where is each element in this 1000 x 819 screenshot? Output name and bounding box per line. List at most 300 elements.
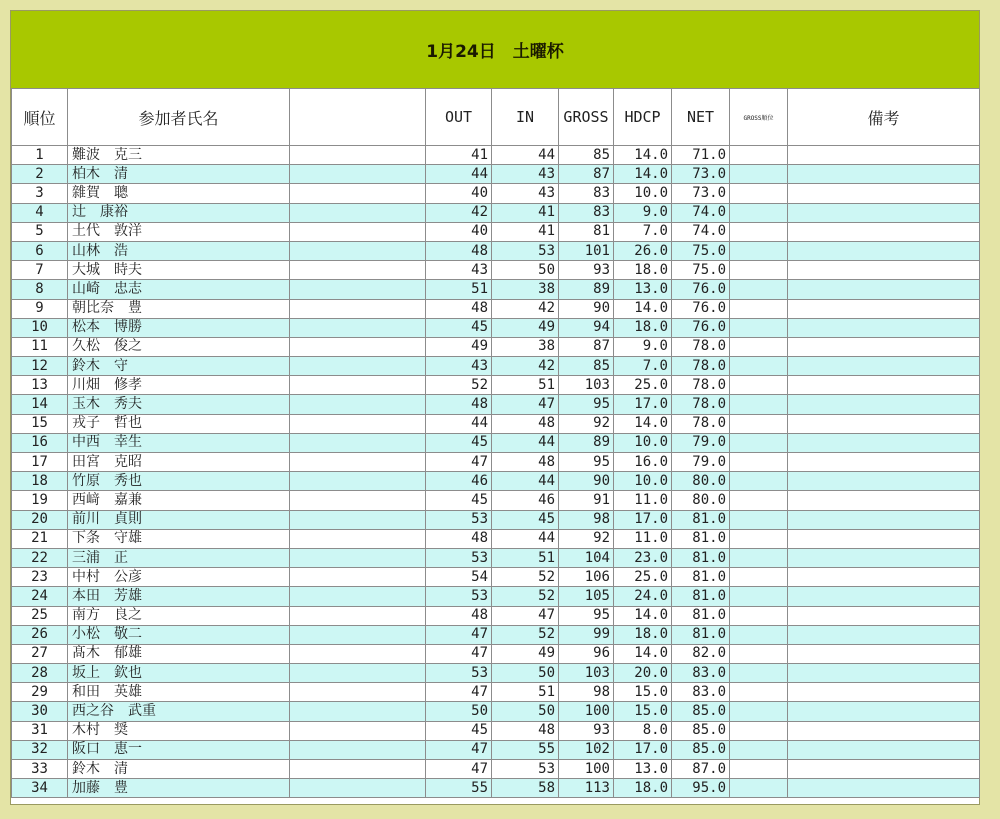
header-hdcp: HDCP <box>614 89 672 146</box>
cell-spacer <box>290 779 426 798</box>
cell-gross-rank <box>730 760 788 779</box>
cell-rank: 7 <box>12 261 68 280</box>
cell-name: 玉木 秀夫 <box>68 395 290 414</box>
cell-spacer <box>290 606 426 625</box>
cell-gross-rank <box>730 644 788 663</box>
cell-out: 55 <box>426 779 492 798</box>
cell-rank: 26 <box>12 625 68 644</box>
cell-hdcp: 14.0 <box>614 299 672 318</box>
cell-rank: 18 <box>12 472 68 491</box>
score-sheet <box>10 10 980 805</box>
cell-out: 45 <box>426 721 492 740</box>
cell-name: 山林 浩 <box>68 241 290 260</box>
cell-rank: 23 <box>12 568 68 587</box>
cell-net: 95.0 <box>672 779 730 798</box>
cell-name: 柏木 清 <box>68 165 290 184</box>
cell-spacer <box>290 299 426 318</box>
cell-name: 前川 貞則 <box>68 510 290 529</box>
cell-notes <box>788 433 980 452</box>
cell-rank: 6 <box>12 241 68 260</box>
table-row <box>12 241 980 260</box>
cell-spacer <box>290 203 426 222</box>
cell-rank: 11 <box>12 337 68 356</box>
cell-in: 55 <box>492 740 559 759</box>
cell-gross-rank <box>730 337 788 356</box>
cell-net: 76.0 <box>672 318 730 337</box>
cell-rank: 10 <box>12 318 68 337</box>
cell-hdcp: 18.0 <box>614 318 672 337</box>
cell-out: 43 <box>426 357 492 376</box>
cell-gross-rank <box>730 491 788 510</box>
cell-rank: 21 <box>12 529 68 548</box>
cell-gross-rank <box>730 548 788 567</box>
cell-out: 44 <box>426 414 492 433</box>
cell-net: 78.0 <box>672 357 730 376</box>
cell-gross: 113 <box>559 779 614 798</box>
cell-net: 80.0 <box>672 472 730 491</box>
cell-gross-rank <box>730 318 788 337</box>
cell-name: 土代 敦洋 <box>68 222 290 241</box>
cell-notes <box>788 318 980 337</box>
cell-name: 川畑 修孝 <box>68 376 290 395</box>
cell-in: 52 <box>492 587 559 606</box>
cell-notes <box>788 222 980 241</box>
cell-gross-rank <box>730 529 788 548</box>
cell-notes <box>788 683 980 702</box>
cell-gross: 81 <box>559 222 614 241</box>
cell-gross: 96 <box>559 644 614 663</box>
cell-gross: 83 <box>559 184 614 203</box>
cell-hdcp: 9.0 <box>614 337 672 356</box>
cell-name: 鈴木 守 <box>68 357 290 376</box>
cell-name: 難波 克三 <box>68 146 290 165</box>
cell-notes <box>788 395 980 414</box>
cell-hdcp: 9.0 <box>614 203 672 222</box>
cell-gross: 99 <box>559 625 614 644</box>
cell-rank: 24 <box>12 587 68 606</box>
cell-hdcp: 10.0 <box>614 433 672 452</box>
cell-gross: 95 <box>559 606 614 625</box>
cell-net: 75.0 <box>672 241 730 260</box>
table-row <box>12 625 980 644</box>
cell-name: 下条 守雄 <box>68 529 290 548</box>
cell-net: 81.0 <box>672 625 730 644</box>
cell-gross-rank <box>730 222 788 241</box>
cell-notes <box>788 453 980 472</box>
cell-out: 40 <box>426 184 492 203</box>
cell-net: 85.0 <box>672 740 730 759</box>
cell-net: 78.0 <box>672 337 730 356</box>
cell-spacer <box>290 165 426 184</box>
cell-gross: 85 <box>559 146 614 165</box>
cell-hdcp: 18.0 <box>614 625 672 644</box>
cell-out: 47 <box>426 625 492 644</box>
page-title: 1月24日 土曜杯 <box>11 11 979 88</box>
table-row <box>12 146 980 165</box>
cell-name: 西之谷 武重 <box>68 702 290 721</box>
cell-rank: 16 <box>12 433 68 452</box>
cell-gross-rank <box>730 280 788 299</box>
table-row <box>12 433 980 452</box>
cell-notes <box>788 760 980 779</box>
cell-name: 南方 良之 <box>68 606 290 625</box>
cell-notes <box>788 241 980 260</box>
cell-notes <box>788 261 980 280</box>
cell-notes <box>788 357 980 376</box>
cell-gross: 91 <box>559 491 614 510</box>
cell-notes <box>788 606 980 625</box>
cell-net: 79.0 <box>672 453 730 472</box>
cell-notes <box>788 165 980 184</box>
header-gross: GROSS <box>559 89 614 146</box>
cell-in: 49 <box>492 644 559 663</box>
table-row <box>12 376 980 395</box>
cell-hdcp: 17.0 <box>614 510 672 529</box>
cell-in: 41 <box>492 203 559 222</box>
cell-name: 小松 敬二 <box>68 625 290 644</box>
cell-in: 50 <box>492 664 559 683</box>
cell-out: 48 <box>426 606 492 625</box>
cell-rank: 29 <box>12 683 68 702</box>
cell-net: 74.0 <box>672 203 730 222</box>
header-notes: 備考 <box>788 89 980 146</box>
cell-hdcp: 18.0 <box>614 261 672 280</box>
cell-gross: 104 <box>559 548 614 567</box>
cell-gross-rank <box>730 395 788 414</box>
cell-hdcp: 11.0 <box>614 491 672 510</box>
table-row <box>12 222 980 241</box>
cell-out: 51 <box>426 280 492 299</box>
cell-rank: 5 <box>12 222 68 241</box>
cell-notes <box>788 625 980 644</box>
cell-notes <box>788 664 980 683</box>
cell-hdcp: 15.0 <box>614 702 672 721</box>
cell-gross-rank <box>730 165 788 184</box>
cell-net: 75.0 <box>672 261 730 280</box>
cell-spacer <box>290 510 426 529</box>
cell-spacer <box>290 318 426 337</box>
cell-gross-rank <box>730 299 788 318</box>
cell-in: 44 <box>492 472 559 491</box>
header-name: 参加者氏名 <box>68 89 290 146</box>
cell-gross: 85 <box>559 357 614 376</box>
cell-notes <box>788 184 980 203</box>
cell-hdcp: 14.0 <box>614 644 672 663</box>
cell-notes <box>788 740 980 759</box>
cell-hdcp: 20.0 <box>614 664 672 683</box>
header-spacer <box>290 89 426 146</box>
table-row <box>12 299 980 318</box>
cell-gross: 87 <box>559 337 614 356</box>
cell-spacer <box>290 587 426 606</box>
cell-notes <box>788 146 980 165</box>
results-table <box>11 88 980 798</box>
cell-gross: 103 <box>559 664 614 683</box>
cell-in: 50 <box>492 702 559 721</box>
cell-hdcp: 17.0 <box>614 395 672 414</box>
cell-net: 73.0 <box>672 184 730 203</box>
cell-net: 81.0 <box>672 548 730 567</box>
table-row <box>12 664 980 683</box>
cell-hdcp: 18.0 <box>614 779 672 798</box>
cell-net: 71.0 <box>672 146 730 165</box>
cell-hdcp: 10.0 <box>614 184 672 203</box>
cell-hdcp: 14.0 <box>614 146 672 165</box>
cell-spacer <box>290 491 426 510</box>
cell-net: 74.0 <box>672 222 730 241</box>
cell-hdcp: 14.0 <box>614 606 672 625</box>
cell-spacer <box>290 548 426 567</box>
cell-gross: 103 <box>559 376 614 395</box>
cell-in: 45 <box>492 510 559 529</box>
cell-gross: 93 <box>559 261 614 280</box>
cell-spacer <box>290 433 426 452</box>
cell-net: 81.0 <box>672 568 730 587</box>
cell-notes <box>788 587 980 606</box>
cell-gross-rank <box>730 376 788 395</box>
cell-in: 48 <box>492 453 559 472</box>
header-net: NET <box>672 89 730 146</box>
cell-in: 53 <box>492 760 559 779</box>
cell-gross: 89 <box>559 280 614 299</box>
cell-notes <box>788 702 980 721</box>
cell-in: 46 <box>492 491 559 510</box>
cell-out: 47 <box>426 644 492 663</box>
cell-spacer <box>290 625 426 644</box>
cell-in: 50 <box>492 261 559 280</box>
cell-spacer <box>290 529 426 548</box>
table-row <box>12 606 980 625</box>
cell-in: 51 <box>492 548 559 567</box>
cell-spacer <box>290 453 426 472</box>
cell-notes <box>788 337 980 356</box>
cell-hdcp: 13.0 <box>614 760 672 779</box>
cell-rank: 28 <box>12 664 68 683</box>
cell-gross-rank <box>730 606 788 625</box>
cell-out: 53 <box>426 587 492 606</box>
cell-notes <box>788 644 980 663</box>
cell-net: 85.0 <box>672 702 730 721</box>
cell-hdcp: 15.0 <box>614 683 672 702</box>
table-row <box>12 318 980 337</box>
cell-gross-rank <box>730 453 788 472</box>
cell-name: 髙木 郁雄 <box>68 644 290 663</box>
cell-rank: 13 <box>12 376 68 395</box>
table-row <box>12 337 980 356</box>
cell-in: 47 <box>492 606 559 625</box>
cell-name: 久松 俊之 <box>68 337 290 356</box>
cell-name: 辻 康裕 <box>68 203 290 222</box>
cell-in: 44 <box>492 433 559 452</box>
cell-rank: 14 <box>12 395 68 414</box>
cell-hdcp: 10.0 <box>614 472 672 491</box>
cell-gross-rank <box>730 472 788 491</box>
table-row <box>12 472 980 491</box>
cell-notes <box>788 779 980 798</box>
cell-spacer <box>290 337 426 356</box>
cell-out: 40 <box>426 222 492 241</box>
cell-gross: 93 <box>559 721 614 740</box>
table-row <box>12 721 980 740</box>
cell-gross: 100 <box>559 760 614 779</box>
cell-gross-rank <box>730 664 788 683</box>
cell-rank: 27 <box>12 644 68 663</box>
cell-spacer <box>290 664 426 683</box>
cell-gross-rank <box>730 721 788 740</box>
cell-notes <box>788 721 980 740</box>
header-rank: 順位 <box>12 89 68 146</box>
cell-notes <box>788 280 980 299</box>
cell-out: 44 <box>426 165 492 184</box>
cell-spacer <box>290 760 426 779</box>
cell-gross-rank <box>730 241 788 260</box>
cell-in: 51 <box>492 683 559 702</box>
cell-gross-rank <box>730 779 788 798</box>
cell-in: 53 <box>492 241 559 260</box>
cell-out: 45 <box>426 491 492 510</box>
cell-in: 42 <box>492 299 559 318</box>
table-row <box>12 414 980 433</box>
cell-net: 78.0 <box>672 376 730 395</box>
cell-hdcp: 16.0 <box>614 453 672 472</box>
cell-hdcp: 24.0 <box>614 587 672 606</box>
table-row <box>12 184 980 203</box>
cell-spacer <box>290 740 426 759</box>
cell-rank: 22 <box>12 548 68 567</box>
cell-gross-rank <box>730 261 788 280</box>
cell-name: 和田 英雄 <box>68 683 290 702</box>
cell-gross-rank <box>730 702 788 721</box>
table-row <box>12 453 980 472</box>
cell-hdcp: 8.0 <box>614 721 672 740</box>
cell-in: 48 <box>492 414 559 433</box>
cell-out: 53 <box>426 510 492 529</box>
table-row <box>12 203 980 222</box>
cell-spacer <box>290 702 426 721</box>
cell-net: 73.0 <box>672 165 730 184</box>
cell-hdcp: 7.0 <box>614 357 672 376</box>
cell-gross: 102 <box>559 740 614 759</box>
table-row <box>12 740 980 759</box>
cell-rank: 33 <box>12 760 68 779</box>
cell-name: 田宮 克昭 <box>68 453 290 472</box>
cell-hdcp: 25.0 <box>614 376 672 395</box>
cell-gross: 101 <box>559 241 614 260</box>
cell-notes <box>788 568 980 587</box>
cell-rank: 4 <box>12 203 68 222</box>
cell-out: 47 <box>426 453 492 472</box>
cell-spacer <box>290 568 426 587</box>
cell-gross: 105 <box>559 587 614 606</box>
table-row <box>12 683 980 702</box>
cell-spacer <box>290 376 426 395</box>
cell-name: 大城 時夫 <box>68 261 290 280</box>
cell-gross: 83 <box>559 203 614 222</box>
cell-gross: 98 <box>559 510 614 529</box>
cell-in: 42 <box>492 357 559 376</box>
cell-name: 木村 奨 <box>68 721 290 740</box>
cell-rank: 34 <box>12 779 68 798</box>
cell-rank: 30 <box>12 702 68 721</box>
cell-in: 44 <box>492 529 559 548</box>
cell-name: 加藤 豊 <box>68 779 290 798</box>
cell-gross: 87 <box>559 165 614 184</box>
cell-hdcp: 13.0 <box>614 280 672 299</box>
table-row <box>12 395 980 414</box>
cell-out: 48 <box>426 241 492 260</box>
table-row <box>12 702 980 721</box>
cell-net: 81.0 <box>672 606 730 625</box>
cell-hdcp: 17.0 <box>614 740 672 759</box>
cell-gross: 94 <box>559 318 614 337</box>
cell-rank: 31 <box>12 721 68 740</box>
cell-gross-rank <box>730 357 788 376</box>
table-row <box>12 568 980 587</box>
cell-net: 80.0 <box>672 491 730 510</box>
table-row <box>12 529 980 548</box>
cell-out: 47 <box>426 760 492 779</box>
cell-hdcp: 14.0 <box>614 165 672 184</box>
cell-name: 本田 芳雄 <box>68 587 290 606</box>
cell-gross-rank <box>730 203 788 222</box>
cell-out: 48 <box>426 395 492 414</box>
cell-gross: 100 <box>559 702 614 721</box>
cell-spacer <box>290 472 426 491</box>
cell-net: 81.0 <box>672 510 730 529</box>
cell-out: 47 <box>426 740 492 759</box>
cell-gross-rank <box>730 414 788 433</box>
cell-rank: 17 <box>12 453 68 472</box>
cell-out: 46 <box>426 472 492 491</box>
cell-in: 38 <box>492 337 559 356</box>
cell-name: 朝比奈 豊 <box>68 299 290 318</box>
cell-in: 47 <box>492 395 559 414</box>
header-gross-rank: GROSS順位 <box>730 89 788 146</box>
cell-name: 中西 幸生 <box>68 433 290 452</box>
cell-in: 58 <box>492 779 559 798</box>
cell-name: 山崎 忠志 <box>68 280 290 299</box>
cell-net: 85.0 <box>672 721 730 740</box>
cell-hdcp: 14.0 <box>614 414 672 433</box>
cell-out: 54 <box>426 568 492 587</box>
cell-gross: 90 <box>559 299 614 318</box>
cell-name: 鈴木 清 <box>68 760 290 779</box>
cell-hdcp: 23.0 <box>614 548 672 567</box>
cell-out: 50 <box>426 702 492 721</box>
cell-name: 竹原 秀也 <box>68 472 290 491</box>
cell-in: 51 <box>492 376 559 395</box>
cell-hdcp: 26.0 <box>614 241 672 260</box>
cell-spacer <box>290 146 426 165</box>
cell-spacer <box>290 357 426 376</box>
cell-spacer <box>290 241 426 260</box>
table-row <box>12 510 980 529</box>
table-row <box>12 587 980 606</box>
cell-name: 松本 博勝 <box>68 318 290 337</box>
cell-rank: 2 <box>12 165 68 184</box>
results-body <box>12 146 980 798</box>
cell-rank: 3 <box>12 184 68 203</box>
cell-rank: 25 <box>12 606 68 625</box>
cell-in: 41 <box>492 222 559 241</box>
cell-name: 雜賀 聰 <box>68 184 290 203</box>
table-row <box>12 779 980 798</box>
cell-net: 83.0 <box>672 664 730 683</box>
cell-spacer <box>290 683 426 702</box>
cell-gross: 98 <box>559 683 614 702</box>
cell-in: 52 <box>492 568 559 587</box>
cell-rank: 1 <box>12 146 68 165</box>
